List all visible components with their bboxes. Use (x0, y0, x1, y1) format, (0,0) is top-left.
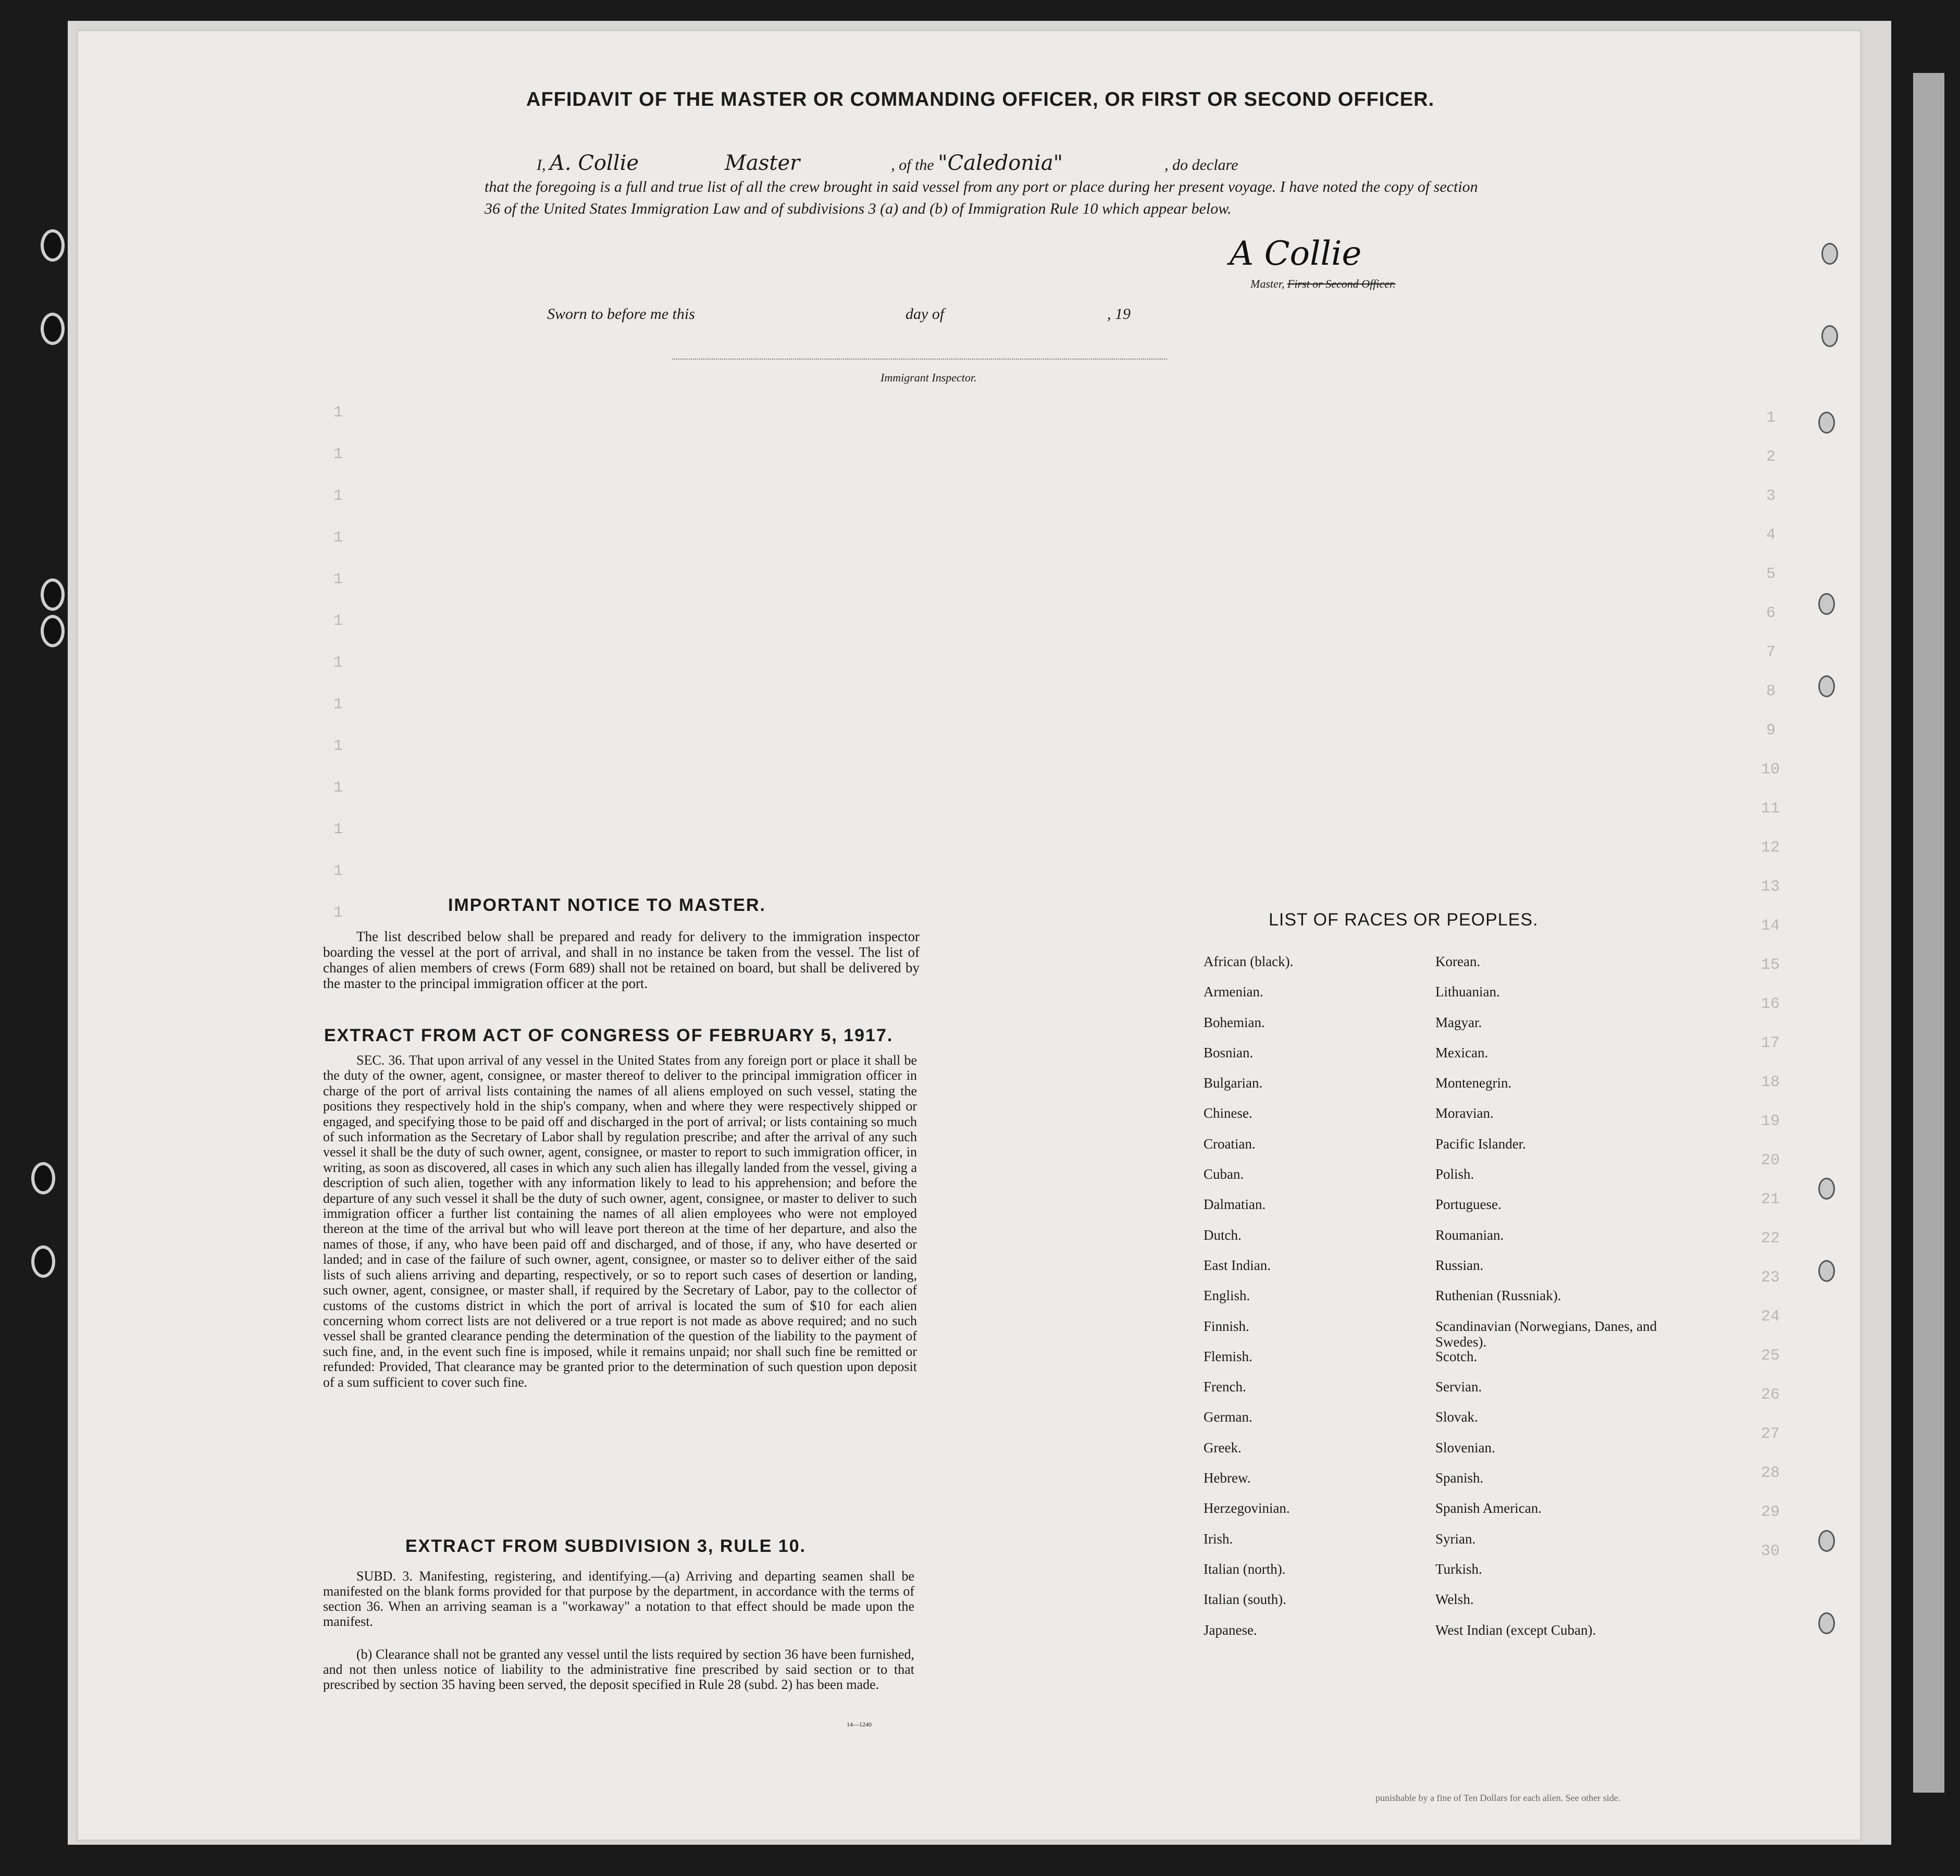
ghost-number: 15 (1761, 956, 1780, 974)
master-name-handwritten: A. Collie (550, 151, 639, 175)
race-item: Bosnian. (1204, 1044, 1254, 1060)
ghost-number: 1 (333, 529, 343, 547)
ghost-number: 6 (1766, 604, 1776, 622)
affidavit-body: that the foregoing is a full and true list of all the crew brought in said vessel from any port or place during her present voyage. I have noted the copy of section 36 of the United States Immigration Law and of subdivisions 3 (a) and (b) of Immigration Rule 10 which appear below. (485, 178, 1478, 217)
race-item: Moravian. (1435, 1105, 1494, 1121)
notice-text: The list described below shall be prepared and ready for delivery to the immigration inspector boarding the vessel at the port of arrival, and shall in no instance be taken from the vessel. The list of changes of alien members of crews (Form 689) shall not be retained on board, but shall be delivered by the master to the principal immigration officer at the port. (323, 929, 920, 991)
ghost-number: 8 (1766, 683, 1776, 700)
ghost-number: 11 (1761, 800, 1780, 818)
race-item: Pacific Islander. (1435, 1136, 1526, 1152)
race-item: Hebrew. (1204, 1470, 1251, 1486)
notice-heading: IMPORTANT NOTICE TO MASTER. (448, 895, 766, 915)
ghost-number: 1 (333, 487, 343, 505)
ghost-number: 14 (1761, 917, 1780, 935)
ghost-number: 22 (1761, 1230, 1780, 1248)
races-column-2 (1435, 954, 1675, 1652)
affidavit-i: I, (537, 156, 546, 174)
binder-hole-right (1818, 1178, 1835, 1200)
race-item: Chinese. (1204, 1105, 1252, 1121)
day-of-label: day of (905, 305, 945, 323)
race-item: Japanese. (1204, 1622, 1257, 1638)
ghost-number: 1 (333, 654, 343, 672)
ghost-number: 1 (333, 446, 343, 463)
ghost-number: 1 (333, 571, 343, 588)
race-item: Dutch. (1204, 1227, 1242, 1243)
ghost-number: 9 (1766, 722, 1776, 739)
race-item: Portuguese. (1435, 1196, 1502, 1213)
extract-act-text: SEC. 36. That upon arrival of any vessel in the United States from any foreign port or place it shall be the duty of the owner, agent, consignee, or master thereof to deliver to the principal immigration officer in charge of the port of arrival lists containing the names of all aliens employed on such vessel, stating the positions they respectively hold in the ship's company, when and where they were respectively shipped or engaged, and specifying those to be paid off and discharged in the port of arrival; or lists containing so much of such information as the Secretary of Labor shall by regulation prescribe; and after the arrival of any such vessel it shall be the duty of such owner, agent, consignee, or master to report to such immigration officer, in writing, as soon as discovered, all cases in which any such alien has illegally landed from the vessel, giving a description of such alien, together with any information likely to lead to his apprehension; and before the departure of any such vessel it shall be the duty of such owner, agent, consignee, or master to deliver to such immigration officer a further list containing the names of all alien employees who were not employed thereon at the time of the arrival but who will leave port thereon at the time of her departure, and also the names of those, if any, who have been paid off and discharged, and of those, if any, who have deserted or landed; and in case of the failure of such owner, agent, consignee, or master so to deliver either of the said lists of such aliens arriving and departing, respectively, or so to report such cases of desertion or landing, such owner, agent, consignee, or master shall, if required by the Secretary of Labor, pay to the collector of customs of the customs district in which the port of arrival is located the sum of $10 for each alien concerning whom correct lists are not delivered or a true report is not made as above required; and no such vessel shall be granted clearance pending the determination of the question of the liability to the payment of such fine, and, in the event such fine is imposed, while it remains unpaid; nor shall such fine be remitted or refunded: Provided, That clearance may be granted prior to the determination of such question upon deposit of a sum sufficient to cover such fine. (323, 1053, 917, 1390)
race-item: Ruthenian (Russniak). (1435, 1288, 1561, 1304)
race-item: Welsh. (1435, 1591, 1474, 1608)
binder-hole-left (41, 578, 65, 611)
race-item: Russian. (1435, 1257, 1484, 1273)
binder-hole-right (1818, 675, 1835, 697)
ghost-number: 7 (1766, 644, 1776, 661)
ghost-number: 1 (333, 404, 343, 422)
ghost-number: 1 (333, 904, 343, 922)
ghost-number: 20 (1761, 1152, 1780, 1169)
ghost-number: 3 (1766, 487, 1776, 505)
binder-hole-left (31, 1245, 55, 1278)
race-item: Irish. (1204, 1531, 1233, 1547)
ghost-number: 12 (1761, 839, 1780, 857)
ghost-number: 24 (1761, 1308, 1780, 1326)
race-item: African (black). (1204, 954, 1294, 969)
race-item: Finnish. (1204, 1318, 1249, 1334)
caption-master: Master, (1250, 277, 1285, 290)
race-item: Spanish American. (1435, 1500, 1542, 1516)
race-item: Bohemian. (1204, 1014, 1265, 1030)
ghost-number: 17 (1761, 1034, 1780, 1052)
race-item: English. (1204, 1288, 1250, 1304)
ghost-number: 26 (1761, 1386, 1780, 1404)
race-item: Turkish. (1435, 1561, 1482, 1577)
race-item: Lithuanian. (1435, 984, 1500, 1000)
ghost-number: 29 (1761, 1503, 1780, 1521)
race-item: Italian (south). (1204, 1591, 1286, 1608)
race-item: Flemish. (1204, 1348, 1252, 1364)
year-label: , 19 (1107, 305, 1131, 323)
race-item: Spanish. (1435, 1470, 1484, 1486)
ghost-number: 1 (333, 862, 343, 880)
binder-hole-right (1818, 1260, 1835, 1282)
binder-hole-left (41, 313, 65, 345)
race-item: Slovenian. (1435, 1439, 1495, 1455)
race-item: Bulgarian. (1204, 1075, 1263, 1091)
race-item: Montenegrin. (1435, 1075, 1512, 1091)
race-item: Slovak. (1435, 1409, 1478, 1425)
ghost-number: 25 (1761, 1347, 1780, 1365)
race-item: West Indian (except Cuban). (1435, 1622, 1596, 1638)
subdivision-b-text: (b) Clearance shall not be granted any vessel until the lists required by section 36 have been furnished, and not then unless notice of liability to the administrative fine prescribed by said section or to that prescribed by section 35 having been served, the deposit specified in Rule 28 (subd. 2) has been made. (323, 1647, 914, 1692)
page-edge (1913, 73, 1944, 1793)
ghost-number: 1 (333, 821, 343, 838)
race-item: Croatian. (1204, 1136, 1256, 1152)
race-item: Scandinavian (Norwegians, Danes, and Swedes). (1435, 1318, 1657, 1350)
races-column-1 (1204, 954, 1422, 1652)
extract-rule-heading: EXTRACT FROM SUBDIVISION 3, RULE 10. (405, 1536, 807, 1556)
signature-caption (1250, 277, 1396, 291)
ghost-number: 13 (1761, 878, 1780, 896)
binder-hole-right (1821, 325, 1838, 347)
affidavit-text (485, 152, 1480, 220)
race-item: Cuban. (1204, 1166, 1244, 1182)
races-heading: LIST OF RACES OR PEOPLES. (1269, 910, 1539, 930)
vessel-name-handwritten: "Caledonia" (938, 151, 1063, 175)
binder-hole-right (1818, 1530, 1835, 1552)
ghost-number: 28 (1761, 1464, 1780, 1482)
ghost-number: 1 (333, 696, 343, 713)
race-item: Herzegovinian. (1204, 1500, 1290, 1516)
race-item: Italian (north). (1204, 1561, 1286, 1577)
race-item: Korean. (1435, 954, 1481, 969)
ghost-number: 1 (1766, 409, 1776, 427)
ghost-number: 30 (1761, 1542, 1780, 1560)
bottom-note: punishable by a fine of Ten Dollars for each alien. See other side. (1375, 1793, 1621, 1803)
binder-hole-right (1818, 593, 1835, 615)
ghost-number: 1 (333, 737, 343, 755)
affidavit-of-the: , of the (891, 156, 934, 174)
race-item: Magyar. (1435, 1014, 1482, 1030)
affidavit-title: AFFIDAVIT OF THE MASTER OR COMMANDING OFFICER, OR FIRST OR SECOND OFFICER. (526, 89, 1435, 110)
ghost-number: 19 (1761, 1113, 1780, 1130)
race-item: Roumanian. (1435, 1227, 1504, 1243)
binder-hole-left (41, 615, 65, 647)
ghost-number: 1 (333, 779, 343, 797)
ghost-number: 27 (1761, 1425, 1780, 1443)
form-number: 14—1240 (847, 1721, 872, 1728)
ghost-number: 2 (1766, 448, 1776, 466)
race-item: Armenian. (1204, 984, 1263, 1000)
binder-hole-right (1818, 412, 1835, 434)
race-item: Greek. (1204, 1439, 1242, 1455)
inspector-signature-line (672, 359, 1167, 360)
inspector-label: Immigrant Inspector. (880, 371, 977, 384)
race-item: Scotch. (1435, 1348, 1478, 1364)
sworn-label: Sworn to before me this (547, 305, 695, 323)
ghost-number: 23 (1761, 1269, 1780, 1287)
extract-act-heading: EXTRACT FROM ACT OF CONGRESS OF FEBRUARY 5, 1917. (324, 1026, 894, 1045)
caption-struck-officer: First or Second Officer. (1287, 277, 1396, 290)
ghost-number: 1 (333, 612, 343, 630)
race-item: Dalmatian. (1204, 1196, 1266, 1213)
ghost-number: 5 (1766, 565, 1776, 583)
ghost-number: 10 (1761, 761, 1780, 779)
race-item: German. (1204, 1409, 1252, 1425)
ghost-number: 4 (1766, 526, 1776, 544)
binder-hole-right (1821, 243, 1838, 265)
race-item: Syrian. (1435, 1531, 1476, 1547)
race-item: French. (1204, 1379, 1246, 1395)
ghost-number: 21 (1761, 1191, 1780, 1208)
race-item: Servian. (1435, 1379, 1482, 1395)
race-item: Polish. (1435, 1166, 1474, 1182)
subdivision-a-text: SUBD. 3. Manifesting, registering, and identifying.—(a) Arriving and departing seamen shall be manifested on the blank forms provided for that purpose by the department, in accordance with the terms of section 36. When an arriving seaman is a "workaway" a notation to that effect should be made upon the manifest. (323, 1569, 914, 1629)
race-item: Mexican. (1435, 1044, 1488, 1060)
affidavit-do-declare: , do declare (1164, 156, 1238, 174)
binder-hole-right (1818, 1612, 1835, 1634)
race-item: East Indian. (1204, 1257, 1271, 1273)
rank-handwritten: Master (725, 151, 800, 175)
ghost-number: 18 (1761, 1073, 1780, 1091)
binder-hole-left (31, 1162, 55, 1194)
binder-hole-left (41, 229, 65, 262)
master-signature: A Collie (1230, 234, 1362, 273)
ghost-number: 16 (1761, 995, 1780, 1013)
